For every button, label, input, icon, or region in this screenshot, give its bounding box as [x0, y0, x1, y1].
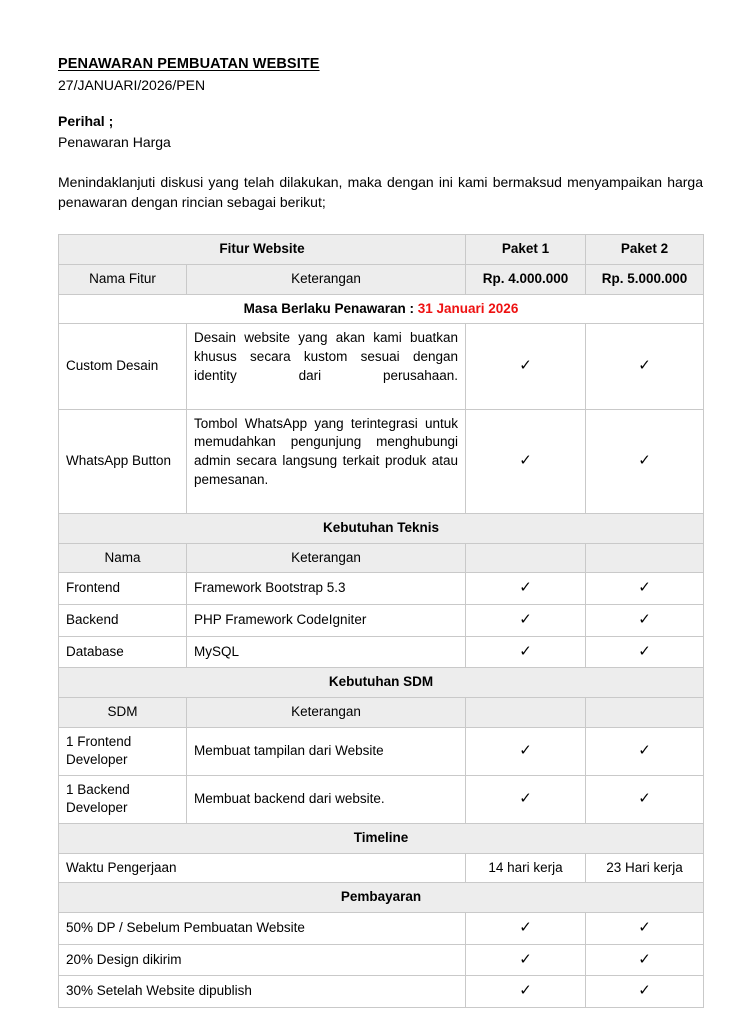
table-row: [59, 912, 704, 944]
feature-paket2-check: ✓: [586, 324, 704, 410]
sdm-description: Membuat tampilan dari Website: [187, 727, 466, 775]
payment-paket2-check: ✓: [586, 912, 704, 944]
table-row: [59, 775, 704, 823]
section-header-row: [59, 668, 704, 698]
feature-name: WhatsApp Button: [59, 409, 187, 513]
payment-label: 50% DP / Sebelum Pembuatan Website: [59, 912, 466, 944]
technical-paket2-check: ✓: [586, 636, 704, 668]
sdm-col-nama: SDM: [59, 697, 187, 727]
payment-paket1-check: ✓: [466, 912, 586, 944]
sdm-name: 1 Frontend Developer: [59, 727, 187, 775]
validity-date: 31 Januari 2026: [417, 300, 519, 316]
technical-name: Frontend: [59, 573, 187, 605]
table-subheader-row: [59, 697, 704, 727]
validity-row: [59, 294, 704, 324]
payment-paket1-check: ✓: [466, 976, 586, 1008]
subject-label: Perihal ;: [58, 113, 114, 130]
feature-paket1-check: ✓: [466, 409, 586, 513]
feature-description: Desain website yang akan kami buatkan khusus secara kustom sesuai dengan identity dari perusahaan.: [187, 324, 466, 410]
intro-paragraph: Menindaklanjuti diskusi yang telah dilakukan, maka dengan ini kami bermaksud menyampaikan harga penawaran dengan rincian sebagai berikut;: [58, 173, 703, 210]
section-kebutuhan-sdm: Kebutuhan SDM: [59, 668, 704, 698]
feature-name: Custom Desain: [59, 324, 187, 410]
validity-cell: [59, 294, 704, 324]
section-kebutuhan-teknis: Kebutuhan Teknis: [59, 513, 704, 543]
payment-paket2-check: ✓: [586, 944, 704, 976]
table-row: [59, 324, 704, 410]
table-row: [59, 727, 704, 775]
sdm-paket2-check: ✓: [586, 727, 704, 775]
technical-description: Framework Bootstrap 5.3: [187, 573, 466, 605]
sdm-col-paket2: [586, 697, 704, 727]
timeline-label: Waktu Pengerjaan: [59, 853, 466, 883]
payment-label: 30% Setelah Website dipublish: [59, 976, 466, 1008]
section-header-row: [59, 513, 704, 543]
feature-paket2-check: ✓: [586, 409, 704, 513]
subject-block: [58, 112, 703, 150]
technical-paket1-check: ✓: [466, 604, 586, 636]
header-paket-1: Paket 1: [466, 235, 586, 265]
payment-paket1-check: ✓: [466, 944, 586, 976]
technical-paket2-check: ✓: [586, 573, 704, 605]
header-fitur-website: Fitur Website: [59, 235, 466, 265]
technical-paket1-check: ✓: [466, 636, 586, 668]
technical-col-paket1: [466, 543, 586, 573]
table-row: [59, 853, 704, 883]
technical-description: MySQL: [187, 636, 466, 668]
payment-label: 20% Design dikirim: [59, 944, 466, 976]
price-paket-1: Rp. 4.000.000: [466, 265, 586, 295]
table-row: [59, 573, 704, 605]
sdm-paket1-check: ✓: [466, 727, 586, 775]
timeline-paket1-value: 14 hari kerja: [466, 853, 586, 883]
section-header-row: [59, 824, 704, 854]
sdm-col-keterangan: Keterangan: [187, 697, 466, 727]
technical-name: Backend: [59, 604, 187, 636]
technical-paket1-check: ✓: [466, 573, 586, 605]
subheader-nama-fitur: Nama Fitur: [59, 265, 187, 295]
timeline-paket2-value: 23 Hari kerja: [586, 853, 704, 883]
technical-description: PHP Framework CodeIgniter: [187, 604, 466, 636]
sdm-col-paket1: [466, 697, 586, 727]
table-header-row: [59, 235, 704, 265]
document-reference-number: 27/JANUARI/2026/PEN: [58, 77, 206, 94]
feature-paket1-check: ✓: [466, 324, 586, 410]
section-timeline: Timeline: [59, 824, 704, 854]
sdm-paket2-check: ✓: [586, 775, 704, 823]
technical-col-nama: Nama: [59, 543, 187, 573]
technical-col-keterangan: Keterangan: [187, 543, 466, 573]
table-subheader-row: [59, 543, 704, 573]
validity-label: Masa Berlaku Penawaran :: [243, 300, 418, 316]
table-row: [59, 604, 704, 636]
header-paket-2: Paket 2: [586, 235, 704, 265]
feature-description: Tombol WhatsApp yang terintegrasi untuk memudahkan pengunjung menghubungi admin secara langsung terkait produk atau pemesanan.: [187, 409, 466, 513]
table-row: [59, 409, 704, 513]
technical-name: Database: [59, 636, 187, 668]
table-row: [59, 636, 704, 668]
price-paket-2: Rp. 5.000.000: [586, 265, 704, 295]
section-header-row: [59, 883, 704, 913]
table-subheader-row: [59, 265, 704, 295]
section-pembayaran: Pembayaran: [59, 883, 704, 913]
subheader-keterangan: Keterangan: [187, 265, 466, 295]
table-row: [59, 976, 704, 1008]
sdm-description: Membuat backend dari website.: [187, 775, 466, 823]
sdm-name: 1 Backend Developer: [59, 775, 187, 823]
technical-col-paket2: [586, 543, 704, 573]
technical-paket2-check: ✓: [586, 604, 704, 636]
table-row: [59, 944, 704, 976]
payment-paket2-check: ✓: [586, 976, 704, 1008]
offer-table: [58, 234, 704, 1008]
document-title: PENAWARAN PEMBUATAN WEBSITE: [58, 56, 320, 72]
subject-value: Penawaran Harga: [58, 133, 171, 150]
sdm-paket1-check: ✓: [466, 775, 586, 823]
